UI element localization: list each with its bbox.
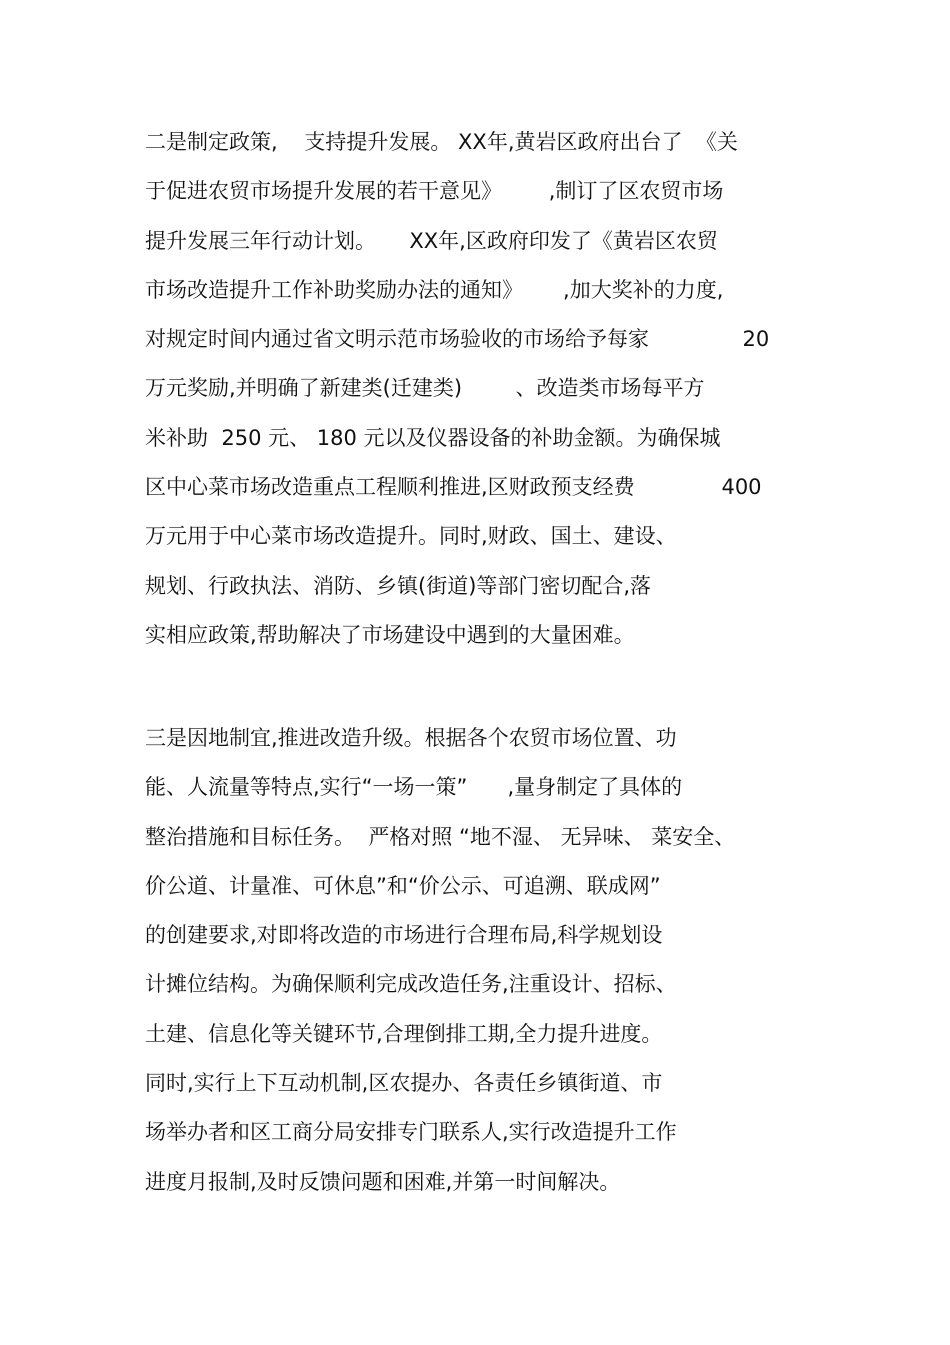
paragraph-line: 进度月报制,及时反馈问题和困难,并第一时间解决。 (145, 1169, 621, 1194)
paragraph-line: 万元用于中心菜市场改造提升。同时,财政、国土、建设、 (145, 524, 677, 549)
paragraph-line: 土建、信息化等关键环节,合理倒排工期,全力提升进度。 (145, 1021, 663, 1046)
paragraph-line: 米补助 250 元、 180 元以及仪器设备的补助金额。为确保城 (145, 425, 721, 450)
paragraph-line: 场举办者和区工商分局安排专门联系人,实行改造提升工作 (145, 1120, 677, 1145)
paragraph-line: 整治措施和目标任务。 严格对照 “地不湿、 无异味、 菜安全、 (145, 824, 736, 849)
paragraph-line: 实相应政策,帮助解决了市场建设中遇到的大量困难。 (145, 622, 635, 647)
paragraph-upgrade (145, 722, 825, 1215)
paragraph-line: 的创建要求,对即将改造的市场进行合理布局,科学规划设 (145, 923, 663, 948)
paragraph-policy (145, 126, 825, 668)
paragraph-line: 二是制定政策, 支持提升发展。 XX年,黄岩区政府出台了 《关 (145, 130, 738, 154)
paragraph-line: 计摊位结构。为确保顺利完成改造任务,注重设计、招标、 (145, 972, 677, 997)
paragraph-line: 三是因地制宜,推进改造升级。根据各个农贸市场位置、功 (145, 726, 677, 750)
paragraph-line: 规划、行政执法、消防、乡镇(街道)等部门密切配合,落 (145, 573, 652, 598)
paragraph-line: 价公道、计量准、可休息”和“价公示、可追溯、联成网” (145, 873, 661, 898)
paragraph-line: 市场改造提升工作补助奖励办法的通知》 ,加大奖补的力度, (145, 277, 724, 302)
paragraph-line: 区中心菜市场改造重点工程顺利推进,区财政预支经费 400 (145, 475, 762, 500)
paragraph-line: 同时,实行上下互动机制,区农提办、各责任乡镇街道、市 (145, 1071, 663, 1096)
paragraph-line: 于促进农贸市场提升发展的若干意见》 ,制订了区农贸市场 (145, 179, 724, 204)
paragraph-line: 万元奖励,并明确了新建类(迁建类) 、改造类市场每平方 (145, 376, 705, 401)
paragraph-line: 对规定时间内通过省文明示范市场验收的市场给予每家 20 (145, 327, 770, 352)
paragraph-line: 提升发展三年行动计划。 XX年,区政府印发了《黄岩区农贸 (145, 228, 718, 253)
paragraph-line: 能、人流量等特点,实行“一场一策” ,量身制定了具体的 (145, 775, 683, 800)
